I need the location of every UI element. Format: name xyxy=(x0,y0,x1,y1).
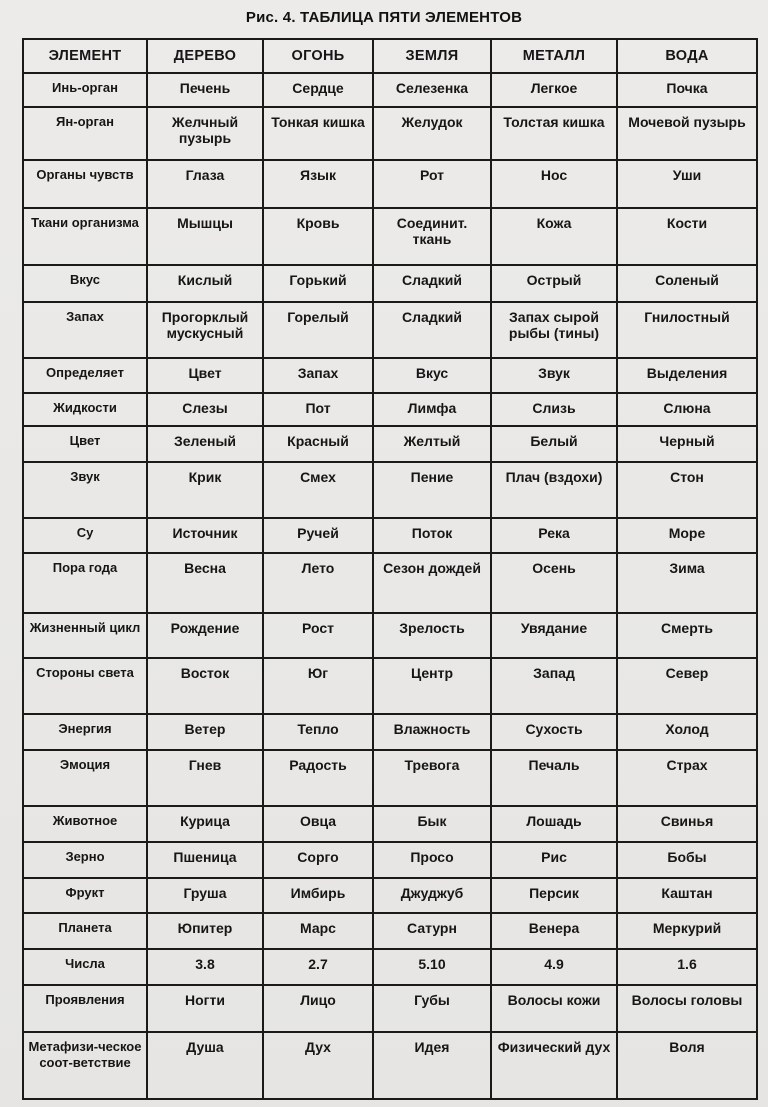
table-cell: Зеленый xyxy=(147,426,263,461)
table-cell: Легкое xyxy=(491,73,617,107)
table-cell: Соленый xyxy=(617,265,757,301)
table-cell: Крик xyxy=(147,462,263,518)
table-cell: Кровь xyxy=(263,208,373,265)
table-cell: Глаза xyxy=(147,160,263,208)
table-cell: Просо xyxy=(373,842,491,878)
table-cell: Смерть xyxy=(617,613,757,658)
header-cell: ДЕРЕВО xyxy=(147,39,263,73)
table-cell: Соединит. ткань xyxy=(373,208,491,265)
table-cell: Селезенка xyxy=(373,73,491,107)
table-row xyxy=(23,107,757,159)
table-row xyxy=(23,73,757,107)
table-cell: Сердце xyxy=(263,73,373,107)
table-cell: Душа xyxy=(147,1032,263,1099)
table-cell: Пот xyxy=(263,393,373,426)
table-cell: Груша xyxy=(147,878,263,912)
table-cell: Пение xyxy=(373,462,491,518)
table-cell: Сорго xyxy=(263,842,373,878)
row-label: Зерно xyxy=(23,842,147,878)
table-cell: Острый xyxy=(491,265,617,301)
table-row xyxy=(23,949,757,985)
table-row xyxy=(23,1032,757,1099)
table-cell: Стон xyxy=(617,462,757,518)
table-cell: Зрелость xyxy=(373,613,491,658)
table-cell: 1.6 xyxy=(617,949,757,985)
table-cell: Каштан xyxy=(617,878,757,912)
table-cell: Мышцы xyxy=(147,208,263,265)
header-row xyxy=(23,39,757,73)
table-cell: Цвет xyxy=(147,358,263,393)
table-cell: Тепло xyxy=(263,714,373,750)
table-row xyxy=(23,462,757,518)
table-cell: Рот xyxy=(373,160,491,208)
table-cell: Ветер xyxy=(147,714,263,750)
table-cell: Запах сырой рыбы (тины) xyxy=(491,302,617,358)
header-cell: ОГОНЬ xyxy=(263,39,373,73)
table-cell: Сухость xyxy=(491,714,617,750)
table-cell: Рост xyxy=(263,613,373,658)
table-cell: Имбирь xyxy=(263,878,373,912)
table-cell: Бык xyxy=(373,806,491,842)
table-cell: Джуджуб xyxy=(373,878,491,912)
table-row xyxy=(23,878,757,912)
header-cell: МЕТАЛЛ xyxy=(491,39,617,73)
table-cell: Волосы кожи xyxy=(491,985,617,1032)
table-cell: Прогорклый мускусный xyxy=(147,302,263,358)
table-cell: Плач (вздохи) xyxy=(491,462,617,518)
table-cell: Овца xyxy=(263,806,373,842)
table-row xyxy=(23,265,757,301)
header-cell: ВОДА xyxy=(617,39,757,73)
table-row xyxy=(23,806,757,842)
table-cell: 3.8 xyxy=(147,949,263,985)
table-cell: Ручей xyxy=(263,518,373,553)
table-cell: Воля xyxy=(617,1032,757,1099)
table-cell: Желчный пузырь xyxy=(147,107,263,159)
table-cell: Красный xyxy=(263,426,373,461)
table-row xyxy=(23,426,757,461)
table-cell: Свинья xyxy=(617,806,757,842)
table-cell: Влажность xyxy=(373,714,491,750)
table-cell: Физический дух xyxy=(491,1032,617,1099)
table-row xyxy=(23,358,757,393)
row-label: Энергия xyxy=(23,714,147,750)
table-row xyxy=(23,913,757,949)
table-cell: Слезы xyxy=(147,393,263,426)
table-cell: Лето xyxy=(263,553,373,612)
table-cell: Увядание xyxy=(491,613,617,658)
table-cell: Нос xyxy=(491,160,617,208)
table-cell: Река xyxy=(491,518,617,553)
table-row xyxy=(23,553,757,612)
table-cell: Белый xyxy=(491,426,617,461)
row-label: Эмоция xyxy=(23,750,147,805)
row-label: Ткани организма xyxy=(23,208,147,265)
five-elements-table xyxy=(22,38,758,1100)
table-cell: Мочевой пузырь xyxy=(617,107,757,159)
table-cell: Дух xyxy=(263,1032,373,1099)
header-cell: ЗЕМЛЯ xyxy=(373,39,491,73)
table-cell: Источник xyxy=(147,518,263,553)
table-cell: Сладкий xyxy=(373,302,491,358)
table-cell: 2.7 xyxy=(263,949,373,985)
table-cell: Слюна xyxy=(617,393,757,426)
table-cell: Уши xyxy=(617,160,757,208)
table-cell: Горький xyxy=(263,265,373,301)
table-row xyxy=(23,302,757,358)
table-cell: Поток xyxy=(373,518,491,553)
table-row xyxy=(23,714,757,750)
table-cell: 4.9 xyxy=(491,949,617,985)
row-label: Звук xyxy=(23,462,147,518)
table-cell: Лицо xyxy=(263,985,373,1032)
table-row xyxy=(23,208,757,265)
table-cell: Черный xyxy=(617,426,757,461)
table-cell: Марс xyxy=(263,913,373,949)
row-label: Пора года xyxy=(23,553,147,612)
table-cell: Рождение xyxy=(147,613,263,658)
table-cell: Море xyxy=(617,518,757,553)
table-row xyxy=(23,518,757,553)
row-label: Ян-орган xyxy=(23,107,147,159)
table-cell: Персик xyxy=(491,878,617,912)
table-row xyxy=(23,985,757,1032)
row-label: Жидкости xyxy=(23,393,147,426)
table-cell: Бобы xyxy=(617,842,757,878)
table-row xyxy=(23,393,757,426)
row-label: Метафизи-ческое соот-ветствие xyxy=(23,1032,147,1099)
table-cell: Осень xyxy=(491,553,617,612)
table-cell: Желудок xyxy=(373,107,491,159)
table-cell: Центр xyxy=(373,658,491,714)
table-row xyxy=(23,842,757,878)
row-label: Фрукт xyxy=(23,878,147,912)
table-cell: Запах xyxy=(263,358,373,393)
row-label: Органы чувств xyxy=(23,160,147,208)
row-label: Цвет xyxy=(23,426,147,461)
table-cell: Лошадь xyxy=(491,806,617,842)
table-cell: Курица xyxy=(147,806,263,842)
row-label: Су xyxy=(23,518,147,553)
table-cell: Пшеница xyxy=(147,842,263,878)
table-row xyxy=(23,613,757,658)
table-cell: Холод xyxy=(617,714,757,750)
table-cell: Тревога xyxy=(373,750,491,805)
table-cell: Идея xyxy=(373,1032,491,1099)
table-cell: Страх xyxy=(617,750,757,805)
table-cell: Весна xyxy=(147,553,263,612)
table-cell: Выделения xyxy=(617,358,757,393)
row-label: Запах xyxy=(23,302,147,358)
row-label: Инь-орган xyxy=(23,73,147,107)
table-cell: Кости xyxy=(617,208,757,265)
row-label: Стороны света xyxy=(23,658,147,714)
table-cell: Кожа xyxy=(491,208,617,265)
table-cell: Волосы головы xyxy=(617,985,757,1032)
table-cell: Гнев xyxy=(147,750,263,805)
table-row xyxy=(23,160,757,208)
table-cell: Вкус xyxy=(373,358,491,393)
table-cell: Слизь xyxy=(491,393,617,426)
table-cell: Лимфа xyxy=(373,393,491,426)
table-cell: Зима xyxy=(617,553,757,612)
table-cell: Желтый xyxy=(373,426,491,461)
table-cell: Венера xyxy=(491,913,617,949)
table-cell: Смех xyxy=(263,462,373,518)
table-cell: Радость xyxy=(263,750,373,805)
row-label: Вкус xyxy=(23,265,147,301)
table-cell: Меркурий xyxy=(617,913,757,949)
table-cell: Губы xyxy=(373,985,491,1032)
table-cell: Печень xyxy=(147,73,263,107)
row-label: Планета xyxy=(23,913,147,949)
table-cell: Почка xyxy=(617,73,757,107)
table-cell: Юг xyxy=(263,658,373,714)
table-row xyxy=(23,658,757,714)
row-label: Числа xyxy=(23,949,147,985)
table-cell: Печаль xyxy=(491,750,617,805)
table-cell: Кислый xyxy=(147,265,263,301)
table-cell: Запад xyxy=(491,658,617,714)
table-cell: Ногти xyxy=(147,985,263,1032)
figure-title: Рис. 4. ТАБЛИЦА ПЯТИ ЭЛЕМЕНТОВ xyxy=(245,9,523,26)
table-cell: Север xyxy=(617,658,757,714)
table-cell: 5.10 xyxy=(373,949,491,985)
table-cell: Сатурн xyxy=(373,913,491,949)
row-label: Жизненный цикл xyxy=(23,613,147,658)
table-cell: Гнилостный xyxy=(617,302,757,358)
table-cell: Язык xyxy=(263,160,373,208)
table-cell: Юпитер xyxy=(147,913,263,949)
table-cell: Горелый xyxy=(263,302,373,358)
table-cell: Сладкий xyxy=(373,265,491,301)
row-label: Животное xyxy=(23,806,147,842)
table-cell: Толстая кишка xyxy=(491,107,617,159)
table-cell: Восток xyxy=(147,658,263,714)
table-row xyxy=(23,750,757,805)
row-label: Проявления xyxy=(23,985,147,1032)
table-cell: Рис xyxy=(491,842,617,878)
row-label: Определяет xyxy=(23,358,147,393)
table-cell: Сезон дождей xyxy=(373,553,491,612)
table-cell: Тонкая кишка xyxy=(263,107,373,159)
table-cell: Звук xyxy=(491,358,617,393)
header-cell: ЭЛЕМЕНТ xyxy=(23,39,147,73)
